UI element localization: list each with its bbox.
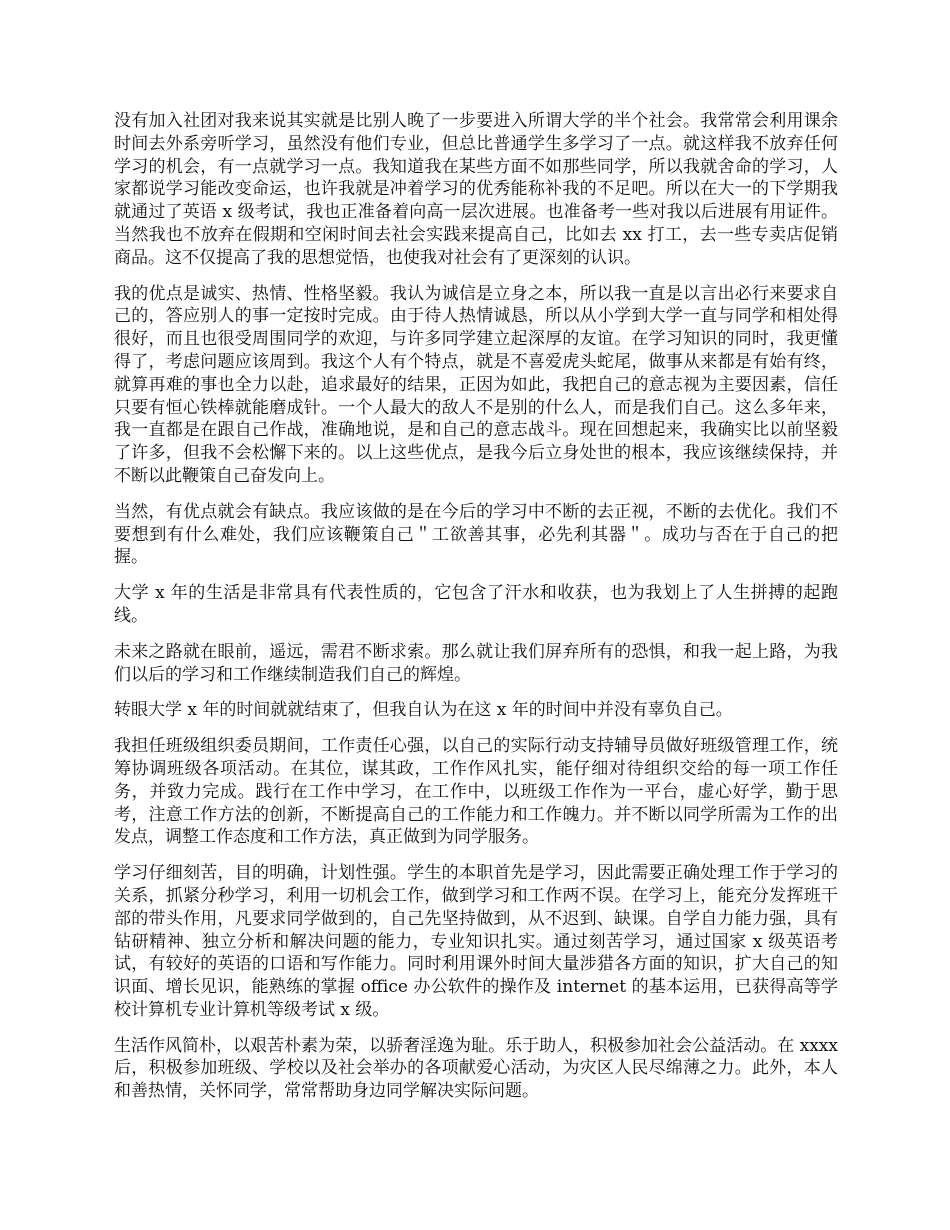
paragraph-5: 未来之路就在眼前，遥远，需君不断求索。那么就让我们屏弃所有的恐惧，和我一起上路，为我们以后的学习和工作继续制造我们自己的辉煌。	[114, 641, 838, 685]
paragraph-9: 生活作风简朴，以艰苦朴素为荣，以骄奢淫逸为耻。乐于助人，积极参加社会公益活动。在 xxxx 后，积极参加班级、学校以及社会举办的各项献爱心活动，为灾区人民尽绵薄之力。此外，本人和善热情，关怀同学，常常帮助身边同学解决实际问题。	[114, 1035, 838, 1102]
paragraph-3: 当然，有优点就会有缺点。我应该做的是在今后的学习中不断的去正视，不断的去优化。我们不要想到有什么难处，我们应该鞭策自己＂工欲善其事，必先利其器＂。成功与否在于自己的把握。	[114, 501, 838, 568]
paragraph-8: 学习仔细刻苦，目的明确，计划性强。学生的本职首先是学习，因此需要正确处理工作于学习的关系，抓紧分秒学习，利用一切机会工作，做到学习和工作两不误。在学习上，能充分发挥班干部的带头作用，凡要求同学做到的，自己先坚持做到，从不迟到、缺课。自学自力能力强，具有钻研精神、独立分析和解决问题的能力，专业知识扎实。通过刻苦学习，通过国家 x 级英语考试，有较好的英语的口语和写作能力。同时利用课外时间大量涉猎各方面的知识，扩大自己的知识面、增长见识，能熟练的掌握 office 办公软件的操作及 internet 的基本运用，已获得高等学校计算机专业计算机等级考试 x 级。	[114, 863, 838, 1020]
document-body	[114, 110, 838, 1116]
paragraph-7: 我担任班级组织委员期间，工作责任心强，以自己的实际行动支持辅导员做好班级管理工作，统筹协调班级各项活动。在其位，谋其政，工作作风扎实，能仔细对待组织交给的每一项工作任务，并致力完成。践行在工作中学习，在工作中，以班级工作作为一平台，虚心好学，勤于思考，注意工作方法的创新，不断提高自己的工作能力和工作魄力。并不断以同学所需为工作的出发点，调整工作态度和工作方法，真正做到为同学服务。	[114, 736, 838, 848]
paragraph-4: 大学 x 年的生活是非常具有代表性质的，它包含了汗水和收获，也为我划上了人生拼搏的起跑线。	[114, 583, 838, 626]
paragraph-1: 没有加入社团对我来说其实就是比别人晚了一步要进入所谓大学的半个社会。我常常会利用课余时间去外系旁听学习，虽然没有他们专业，但总比普通学生多学习了一点。就这样我不放弃任何学习的机会，有一点就学习一点。我知道我在某些方面不如那些同学，所以我就舍命的学习，人家都说学习能改变命运，也许我就是冲着学习的优秀能称补我的不足吧。所以在大一的下学期我就通过了英语 x 级考试，我也正准备着向高一层次进展。也准备考一些对我以后进展有用证件。当然我也不放弃在假期和空闲时间去社会实践来提高自己，比如去 xx 打工，去一些专卖店促销商品。这不仅提高了我的思想觉悟，也使我对社会有了更深刻的认识。	[114, 111, 838, 268]
paragraph-2: 我的优点是诚实、热情、性格坚毅。我认为诚信是立身之本，所以我一直是以言出必行来要求自己的，答应别人的事一定按时完成。由于待人热情诚恳，所以从小学到大学一直与同学和相处得很好，而且也很受周围同学的欢迎，与许多同学建立起深厚的友谊。在学习知识的同时，我更懂得了，考虑问题应该周到。我这个人有个特点，就是不喜爱虎头蛇尾，做事从来都是有始有终，就算再难的事也全力以赴，追求最好的结果，正因为如此，我把自己的意志视为主要因素，信任只要有恒心铁棒就能磨成针。一个人最大的敌人不是别的什么人，而是我们自己。这么多年来，我一直都是在跟自己作战，准确地说，是和自己的意志战斗。现在回想起来，我确实比以前坚毅了许多，但我不会松懈下来的。以上这些优点，是我今后立身处世的根本，我应该继续保持，并不断以此鞭策自己奋发向上。	[114, 283, 838, 486]
paragraph-6: 转眼大学 x 年的时间就就结束了，但我自认为在这 x 年的时间中并没有辜负自己。	[114, 700, 733, 721]
